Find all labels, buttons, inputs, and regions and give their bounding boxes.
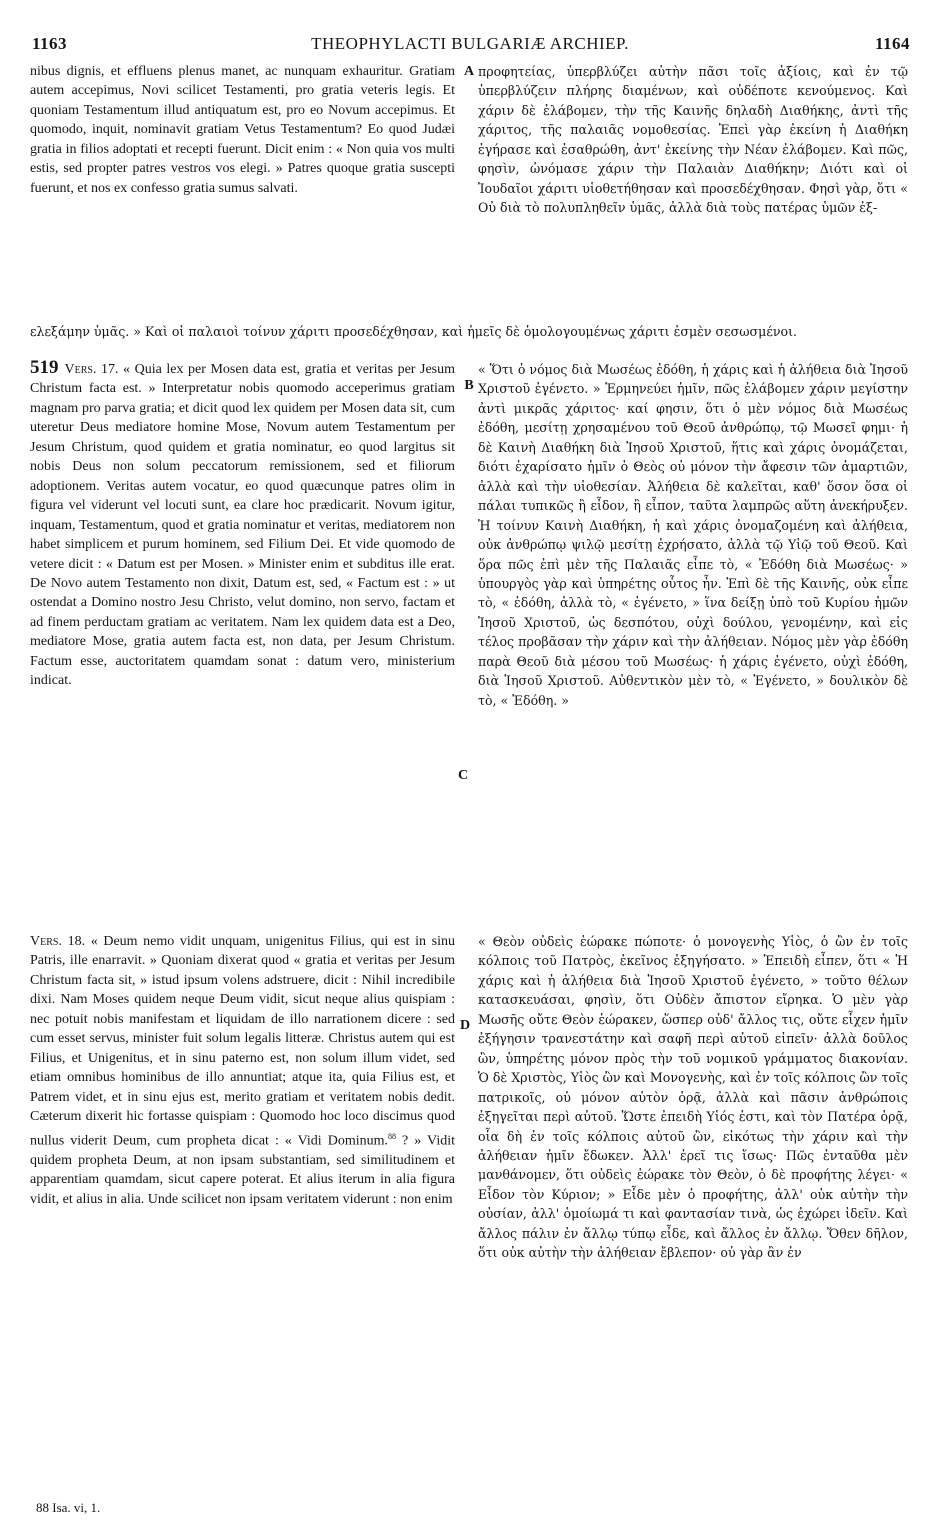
- latin-paragraph: nibus dignis, et effluens plenus manet, ac nunquam exhauritur. Gratiam autem accepimus, Novi scilicet Testamenti, pro gratia veteris legis. Et quoniam Testamentum illud antiquatum est, pro eo Novum accepimus. Et quomodo, inquit, nominavit gratiam Vetus Testamentum? Eo quod Judæi gratia in filios adoptati et recepti fuerunt. Dicit enim : « Non quia vos multi estis, sed propter patres vestros vos elegi. » Patres quoque gratia suscepti fuerunt, et nos ex confesso gratia sumus salvati.: [30, 64, 455, 196]
- greek-paragraph: προφητείας, ὑπερβλύζει αὐτὴν πᾶσι τοῖς ἀξίοις, καὶ ἐν τῷ ὑπερβλύζειν πλήρης διαμένων, καὶ οὐδέποτε κενούμενος. Καὶ χάριν δὲ ἐλάβομεν, τὴν τῆς Καινῆς δηλαδὴ Διαθήκης, ἀντὶ τῆς χάριτος, τῆς παλαιᾶς νομοθεσίας. Ἐπεὶ γὰρ ἐκείνη ἡ Διαθήκη ἐγήρασε καὶ ἐσαθρώθη, ἀντ' ἐκείνης τὴν Νέαν ἐλάβομεν. Καὶ πῶς, φησὶν, ὠνόμασε χάριν τὴν Παλαιὰν Διαθήκην; Διότι καὶ οἱ Ἰουδαῖοι χάριτι υἱοθετήθησαν καὶ προσεδέχθησαν. Φησὶ γὰρ, ὅτι « Οὐ διὰ τὸ πολυπληθεῖν ὑμᾶς, ἀλλὰ διὰ τοὺς πατέρας ὑμῶν ἐξ-: [478, 64, 908, 216]
- latin-column-section-2: [30, 358, 455, 691]
- latin-text-continued: ? » Vidit quidem propheta Deum, at non ipsam substantiam, sed similitudinem et apparentiam quamdam, sicut capere poterat. Et alius iterum in alia figura vidit, et alius in alia. Unde scilicet non ipsam veritatem viderunt : non enim: [30, 1133, 455, 1207]
- latin-text: 18. « Deum nemo vidit unquam, unigenitus Filius, qui est in sinu Patris, ille enarravit. » Quoniam dixerat quod « gratia et veritas per Jesum Christum facta sit, » istud ipsum volens adstruere, dicit : Nihil incredibile dixi. Nam Moses quidem neque Deum vidit, sicut neque alius quispiam : nec potuit nobis manifestam et liquidam de illo narrationem dicere : sed cum esset servus, minister fuit solum legalis litteræ. Christus autem qui est Filius, et Unigenitus, et in sinu paterno est, non solum illum videt, sed etiam omnibus hominibus de illo annuntiat; atque ita, quia Filius est, et Patrem videt, et in sinu ejus est, merito gratiam et veritatem nobis dedit. Cæterum dixerit hic fortasse quispiam : Quomodo hoc loco discimus quod nullus viderit Deum, cum propheta dicat : « Vidi Dominum.: [30, 934, 455, 1149]
- footnote-reference: 88: [388, 1131, 396, 1141]
- verse-label: Vers.: [30, 934, 62, 949]
- margin-marker-b: B: [464, 378, 474, 393]
- margin-marker-c: C: [457, 768, 469, 783]
- latin-paragraph: [30, 932, 455, 1209]
- margin-marker-d: D: [459, 1018, 471, 1033]
- latin-paragraph: [30, 358, 455, 691]
- greek-paragraph: « Θεὸν οὐδεὶς ἑώρακε πώποτε· ὁ μονογενὴς Υἱὸς, ὁ ὢν ἐν τοῖς κόλποις τοῦ Πατρὸς, ἐκεῖνος ἐξηγήσατο. » Ἐπειδὴ εἶπεν, ὅτι « Ἡ χάρις καὶ ἡ ἀλήθεια διὰ Ἰησοῦ Χριστοῦ ἐγένετο, » τοῦτο θέλων κατασκευάσαι, φησὶν, ὅτι Οὐδὲν ἄπιστον εἴρηκα. Ὁ μὲν γὰρ Μωσῆς οὔτε Θεὸν ἑώρακεν, ὥσπερ οὐδ' ἄλλος τις, οὔτε εἶχεν ἡμῖν ἐξήγησιν τρανεστάτην καὶ σαφῆ περὶ αὐτοῦ εἰπεῖν· ἀλλὰ δοῦλος ὢν, ὑπηρέτης μόνον πρὸς τὴν τοῦ νομικοῦ γράμματος διακονίαν. Ὁ δὲ Χριστὸς, Υἱὸς ὢν καὶ Μονογενὴς, καὶ ἐν τοῖς κόλποις ὢν τοῖς πατρικοῖς, οὐ μόνον αὐτὸν ὁρᾷ, ἀλλὰ καὶ πᾶσιν ἀνθρώποις ἐξηγεῖται περὶ αὐτοῦ. Ὥστε ἐπειδὴ Υἱός ἐστι, καὶ τὸν Πατέρα ὁρᾷ, οἷα δὴ ἐν τοῖς κόλποις αὐτοῦ ὢν, εἰκότως τὴν χάριν καὶ τὴν ἀλήθειαν ἡμῖν ἔδωκεν. Ἀλλ' ἐρεῖ τις ἴσως· Πῶς ἐνταῦθα μὲν μανθάνομεν, ὅτι οὐδεὶς ἑώρακε τὸν Θεὸν, ὁ δὲ προφήτης λέγει· « Εἶδον τὸν Κύριον; » Εἶδε μὲν ὁ προφήτης, ἀλλ' οὐκ αὐτὴν τὴν οὐσίαν, ἀλλ' ὁμοίωμά τι καὶ φαντασίαν τινὰ, ὡς ἐχώρει ἰδεῖν. Καὶ ἄλλος πάλιν ἐν ἄλλῳ τύπῳ εἶδε, καὶ ἄλλος ἐν ἄλλῳ. Ὅθεν δῆλον, ὅτι οὐκ αὐτὴν τὴν ἀλήθειαν ἔβλεπον· οὐ γὰρ ἂν ἐν: [478, 934, 908, 1261]
- verse-label: Vers.: [64, 362, 97, 377]
- latin-column-section-1: [30, 62, 455, 316]
- margin-marker-a: A: [463, 64, 475, 79]
- latin-column-section-3: [30, 932, 455, 1209]
- page-number-right: 1164: [874, 34, 910, 53]
- running-title: THEOPHYLACTI BULGARIÆ ARCHIEP.: [311, 34, 629, 53]
- greek-paragraph: « Ὅτι ὁ νόμος διὰ Μωσέως ἐδόθη, ἡ χάρις καὶ ἡ ἀλήθεια διὰ Ἰησοῦ Χριστοῦ ἐγένετο. » Ἑρμηνεύει ἡμῖν, πῶς ἐλάβομεν χάριν μεγίστην ἀντὶ μικρᾶς χάριτος· καί φησιν, ὅτι ὁ μὲν νόμος διὰ Μωσέως ἐδόθη, μεσίτῃ χρησαμένου τοῦ Θεοῦ ἀνθρώπῳ, τῷ Μωσεῖ φημι· ἡ δὲ Καινὴ Διαθήκη διὰ Ἰησοῦ Χριστοῦ, ἥτις καὶ χάρις ὀνομάζεται, διότι ἐχαρίσατο ἡμῖν ὁ Θεὸς οὐ μόνον τὴν ἄφεσιν τῶν ἁμαρτιῶν, ἀλλὰ καὶ τὴν υἱοθεσίαν. Ἀλήθεια δὲ καλεῖται, καθ' ὅσον ὅσα οἱ πάλαι τυπικῶς ἢ εἶδον, ἢ εἶπον, ταῦτα λαμπρῶς αὕτη ἀνεκήρυξεν. Ἡ τοίνυν Καινὴ Διαθήκη, ἡ καὶ χάρις ὀνομαζομένη καὶ ἀλήθεια, οὐκ ἀνθρώπῳ ψιλῷ μεσίτῃ ἐχρήσατο, ἀλλὰ τῷ Υἱῷ τοῦ Θεοῦ. Καὶ ὅρα πῶς ἐπὶ μὲν τῆς Παλαιᾶς εἶπε τὸ, « Ἐδόθη διὰ Μωσέως· » ὑπουργὸς γὰρ καὶ ὑπηρέτης οὗτος ἦν. Ἐπὶ δὲ τῆς Καινῆς, οὐκ εἶπε τὸ, « ἐδόθη, ἀλλὰ τὸ, « ἐγένετο, » ἵνα δείξῃ ὑπὸ τοῦ Κυρίου ἡμῶν Ἰησοῦ Χριστοῦ, ὡς δεσπότου, οὐχὶ δούλου, γενομένην, καὶ εἰς τέλος προβᾶσαν τὴν χάριν καὶ τὴν ἀλήθειαν. Νόμος μὲν γὰρ ἐδόθη παρὰ Θεοῦ διὰ μέσου τοῦ Μωσέως· ἡ χάρις ἐγένετο, οὐχὶ ἐδόθη, διὰ Ἰησοῦ Χριστοῦ. Αὐθεντικὸν μὲν τὸ, « Ἐγένετο, » δουλικὸν δὲ τὸ, « Ἐδόθη. »: [478, 362, 908, 708]
- running-header: [30, 34, 910, 58]
- greek-column-section-1: [478, 62, 908, 316]
- page-number-left: 1163: [32, 34, 68, 53]
- latin-text: 17. « Quia lex per Mosen data est, gratia et veritas per Jesum Christum facta est. » Interpretatur nobis quomodo acceperimus gratiam magnam pro parva gratia; et dicit quod lex quidem per Mosen data sit, cum uteretur Deus mediatore homine Mose, Novum autem Testamentum per Jesum Christum, quod quidem et gratia nominatur, eo quod largitus sit nobis Deus non solum peccatorum remissionem, sed et filiorum adoptionem. Veritas autem vocatur, eo quod quæcunque patres olim in figura vel viderunt vel locuti sunt, ea clare hoc prædicarit. Novum igitur, inquam, Testamentum, quod et gratia nominatur et veritas, mediatorem non habet simplicem et purum hominem, sed Filium Dei. Et vide quomodo de vetere dicit : « Datum est per Mosen. » Minister enim et subditus ille erat. De Novo autem Testamento non dixit, Datum est, sed, « Factum est : » ut ostendat a Domino nostro Jesu Christo, velut domino, non servo, factam et ad finem perductam gratiam ac veritatem. Nam lex quidem data est a Deo, mediatore Mose, gratia autem facta est, non data, per Jesum Christum. Factum esse, auctoritatem quamdam sonat : datum vero, ministerium indicat.: [30, 362, 455, 689]
- section-number: 519: [30, 357, 59, 378]
- greek-column-section-2: [478, 360, 908, 710]
- greek-column-section-3: [478, 932, 908, 1263]
- greek-full-width-line: ελεξάμην ὑμᾶς. » Καὶ οἱ παλαιοὶ τοίνυν χάριτι προσεδέχθησαν, καὶ ἡμεῖς δὲ ὁμολογουμένως χάριτι ἐσμὲν σεσωσμένοι.: [30, 324, 798, 339]
- footnote: 88 Isa. vi, 1.: [36, 1500, 101, 1515]
